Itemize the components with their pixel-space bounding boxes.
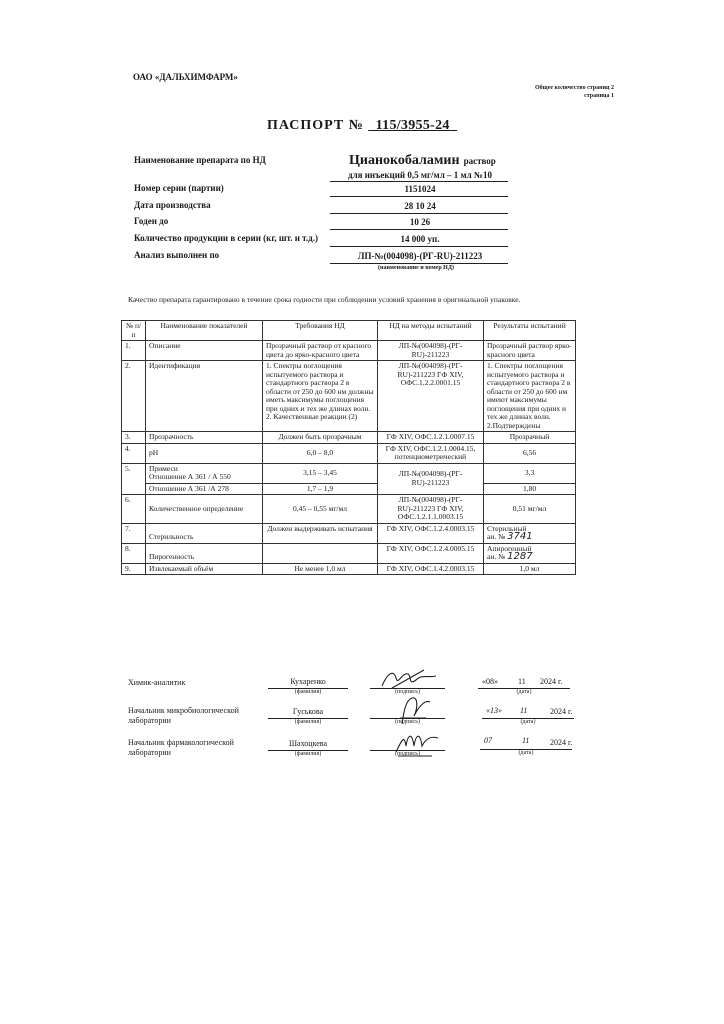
analysis-number-label: ан. №: [487, 532, 506, 541]
row-number: 2.: [122, 361, 146, 432]
pharma-month: 11: [522, 736, 530, 745]
company-name: ОАО «ДАЛЬХИМФАРМ»: [133, 72, 238, 82]
row-method: ГФ XIV, ОФС.1.2.4.0005.15: [378, 543, 484, 563]
pharma-date-caption: (дата): [518, 750, 534, 756]
micro-day: «13»: [486, 706, 502, 715]
row-number: 3.: [122, 432, 146, 444]
row-requirement: 1,7 – 1,9: [263, 483, 378, 495]
analysis-label: Анализ выполнен по: [134, 250, 220, 260]
drug-name-suffix: раствор: [463, 156, 496, 166]
micro-sign-caption: (подпись): [395, 719, 420, 725]
quantity-label: Количество продукции в серии (кг, шт. и т.д.): [134, 233, 318, 243]
micro-name-caption: (фамилия): [294, 719, 322, 725]
row-requirement: 0,45 – 0,55 мг/мл: [263, 495, 378, 524]
passport-number: _115/3955-24_: [368, 118, 457, 133]
row-requirement: 6,0 – 8,0: [263, 443, 378, 463]
page-count: [535, 84, 614, 100]
pharma-lab-label: Начальник фармакологической лаборатории: [128, 738, 234, 757]
chemist-date-caption: (дата): [516, 689, 532, 695]
col-header-methods: НД на методы испытаний: [378, 321, 484, 341]
pharma-sign-caption: (подпись): [395, 751, 420, 757]
micro-month: 11: [520, 706, 528, 715]
row-name: Идентификация: [146, 361, 263, 432]
row-method: ЛП-№(004098)-(РГ-RU)-211223: [378, 463, 484, 495]
row-name: [146, 463, 263, 483]
series-value: 1151024: [404, 184, 436, 194]
col-header-results: Результаты испытаний: [484, 321, 576, 341]
row-name: Количественное определение: [146, 495, 263, 524]
pharma-name-caption: (фамилия): [294, 751, 322, 757]
chemist-year: 2024 г.: [540, 677, 563, 686]
row-method: ГФ XIV, ОФС.1.2.1.0007.15: [378, 432, 484, 444]
row-result: Прозрачный: [484, 432, 576, 444]
drug-name-label: Наименование препарата по НД: [134, 155, 266, 165]
row-result: 6,56: [484, 443, 576, 463]
row-number: 8.: [122, 543, 146, 563]
row-requirement: 1. Спектры поглощения испытуемого раствора и стандартного раствора 2 в области от 250 до 600 нм должны иметь максимумы поглощения при одних и тех же длинах волн. 2. Качественные реакции (2): [263, 361, 378, 432]
row-name: Пирогенность: [146, 543, 263, 563]
table-row: [122, 432, 576, 444]
page-title: [0, 118, 724, 134]
row-name: Прозрачность: [146, 432, 263, 444]
table-row: [122, 361, 576, 432]
row-result: 1,0 мл: [484, 563, 576, 575]
row-name: Извлекаемый объём: [146, 563, 263, 575]
row-number: 9.: [122, 563, 146, 575]
row-requirement: Прозрачный раствор от красного цвета до ярко-красного цвета: [263, 341, 378, 361]
chemist-name: Кухаренко: [290, 677, 326, 686]
table-row: [122, 463, 576, 483]
analysis-value: ЛП-№(004098)-(РГ-RU)-211223: [357, 251, 483, 261]
table-row: [122, 443, 576, 463]
production-date-label: Дата производства: [134, 200, 211, 210]
page-number: страница 1: [584, 93, 614, 99]
row-method: ЛП-№(004098)-(РГ-RU)-211223 ГФ XIV, ОФС.1.2.1.1.0003.15: [378, 495, 484, 524]
row-requirement: 3,15 – 3,45: [263, 463, 378, 483]
row-method: ГФ XIV, ОФС.1.2.4.0003.15: [378, 523, 484, 543]
row-number: 7.: [122, 523, 146, 543]
row-result-text: Стерильный: [487, 523, 527, 533]
row-number: 5.: [122, 463, 146, 495]
chemist-day: «08»: [482, 677, 498, 686]
micro-date-caption: (дата): [520, 719, 536, 725]
chemist-sign-caption: (подпись): [395, 689, 420, 695]
row-result-text: Апирогенный: [487, 543, 532, 553]
row-name: Описание: [146, 341, 263, 361]
spec-table: [121, 320, 576, 575]
row-requirement: Должен выдерживать испытания: [263, 523, 378, 543]
analysis-caption: (наименование и номер НД): [378, 265, 454, 271]
row-result: [484, 543, 576, 563]
row-result-analysis: [487, 553, 572, 562]
row-name-group: Примеси: [149, 463, 178, 473]
drug-name: [349, 151, 496, 169]
production-date-value: 28 10 24: [404, 201, 436, 211]
micro-year: 2024 г.: [550, 707, 573, 716]
row-name: pH: [146, 443, 263, 463]
pharma-name: Шахоцкева: [288, 739, 328, 748]
row-method: ГФ XIV, ОФС.1.4.2.0003.15: [378, 563, 484, 575]
row-result: 3,3: [484, 463, 576, 483]
row-result: [484, 523, 576, 543]
row-result: Прозрачный раствор ярко-красного цвета: [484, 341, 576, 361]
pharma-day: 07: [484, 736, 492, 745]
row-name-ratio-550: Отношение А 361 / А 550: [149, 472, 231, 481]
col-header-name: Наименование показателей: [146, 321, 263, 341]
title-prefix: ПАСПОРТ №: [266, 118, 364, 133]
analysis-number-label: ан. №: [487, 552, 506, 561]
drug-name-line2: для инъекций 0,5 мг/мл – 1 мл №10: [348, 170, 492, 180]
table-row: [122, 483, 576, 495]
handwritten-analysis-number: 1287: [507, 551, 533, 562]
row-requirement: Должен быть прозрачным: [263, 432, 378, 444]
row-name: Стерильность: [146, 523, 263, 543]
table-header-row: [122, 321, 576, 341]
pharma-year: 2024 г.: [550, 738, 573, 747]
table-row: [122, 495, 576, 524]
col-header-number: № п/п: [122, 321, 146, 341]
row-result-analysis: [487, 533, 572, 542]
micro-name: Гуськова: [292, 707, 324, 716]
table-row: [122, 523, 576, 543]
handwritten-analysis-number: 3741: [507, 531, 533, 542]
series-label: Номер серии (партии): [134, 183, 224, 193]
row-result: 1. Спектры поглощения испытуемого раствора и стандартного раствора 2 в области от 250 до 600 нм имеют максимумы поглощения при одних и тех же длинах волн. 2.Подтверждены: [484, 361, 576, 432]
expiry-value: 10 26: [409, 217, 431, 227]
micro-lab-label: Начальник микробиологической лаборатории: [128, 706, 239, 725]
chemist-month: 11: [518, 677, 526, 686]
row-requirement: Не менее 1,0 мл: [263, 563, 378, 575]
drug-name-main: Цианокобаламин: [349, 153, 460, 168]
quantity-value: 14 000 уп.: [400, 234, 440, 244]
chemist-name-caption: (фамилия): [294, 689, 322, 695]
row-method: ГФ XIV, ОФС.1.2.1.0004.15, потенциометрический: [378, 443, 484, 463]
row-result: 1,80: [484, 483, 576, 495]
table-row: [122, 543, 576, 563]
table-row: [122, 341, 576, 361]
chemist-label: Химик-аналитик: [128, 678, 186, 687]
table-row: [122, 563, 576, 575]
row-method: ЛП-№(004098)-(РГ-RU)-211223: [378, 341, 484, 361]
row-number: 6.: [122, 495, 146, 524]
expiry-label: Годен до: [134, 216, 169, 226]
row-result: 0,51 мг/мл: [484, 495, 576, 524]
row-name-ratio-278: Отношение А 361 /А 278: [146, 483, 263, 495]
row-requirement: [263, 543, 378, 563]
total-pages: Общее количество страниц 2: [534, 85, 614, 91]
row-number: 4.: [122, 443, 146, 463]
col-header-requirements: Требования НД: [263, 321, 378, 341]
row-method: ЛП-№(004098)-(РГ-RU)-211223 ГФ XIV, ОФС.1.2.2.0001.15: [378, 361, 484, 432]
quality-note: Качество препарата гарантировано в течение срока годности при соблюдении условий хранения в оригинальной упаковке.: [128, 295, 521, 304]
row-number: 1.: [122, 341, 146, 361]
